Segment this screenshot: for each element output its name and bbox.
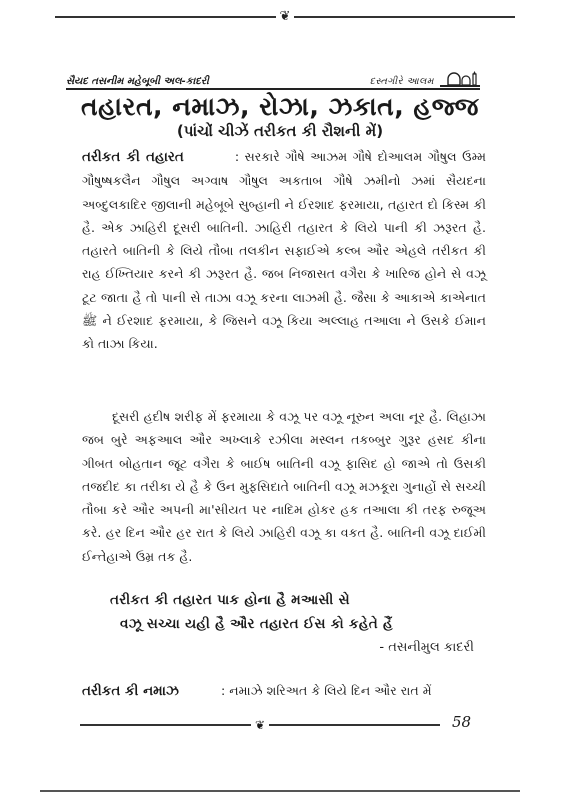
bottom-rule [40, 790, 520, 792]
ornament-line [269, 724, 440, 726]
flourish-icon: ❦ [254, 718, 266, 732]
paragraph-text: દૂસરી હદીષ શરીફ મેં ફરમાયા કે વઝૂ પર વઝૂ નૂરુન અલા નૂર હૈ. લિહાઝા જબ બુરે અફઆલ ઔર અખ્લાકે રઝીલા મસ્લન તકબ્બુર ગુરૂર હસદ કીના ગીબત બોહતાન જૂટ વગૈરા કે બાઈષ બાતિની વઝૂ ફાસિદ હો જાએ તો ઉસકી તજદીદ કા તરીકા યે હૈ કે ઉન મુફસિદાતે બાતિની વઝૂ મઝકૂરા ગુનાહોં સે સચ્ચી તૌબા કરે ઔર અપની મા'સીયત પર નાદિમ હોકર હક તઆલા કી તરફ રુજૂઅ કરે. હર દિન ઔર હર રાત કે લિયે ઝાહિરી વઝૂ કા વકત હૈ. બાતિની વઝૂ દાઈમી ઈન્તેહાએ ઉમ્ર તક હૈ. [82, 409, 486, 564]
chapter-title: તહારત, નમાઝ, રોઝા, ઝકાત, હજ્જ [81, 92, 479, 121]
paragraph-namaz [82, 683, 486, 699]
heading-colon: : [221, 683, 226, 698]
section-heading: તરીકત કી નમાઝ [82, 683, 179, 699]
chapter-subtitle: (પાંચોં ચીઝેં તરીકત કી રૌશની મેં) [176, 122, 384, 140]
paragraph-text: નમાઝે શરિઅત કે લિયે દિન ઔર રાત મેં [229, 683, 432, 698]
ornament-line [294, 16, 515, 18]
poetry-couplet [110, 588, 480, 636]
section-name: દસ્તગીરે આલમ [369, 76, 434, 87]
flourish-icon: ❦ [279, 9, 291, 24]
heading-colon: : [234, 149, 240, 164]
ornament-line [55, 16, 276, 18]
book-title: સૈયદ તસનીમ મહેબૂબી અલ-કાદરી [66, 76, 209, 87]
couplet-line-2: વઝૂ સચ્ચા યહી હૈ ઔર તહારત ઈસ કો કહેતે હૈં [120, 616, 393, 632]
poet-attribution: - તસનીમુલ કાદરી [379, 640, 474, 655]
bottom-ornament [80, 718, 440, 732]
paragraph-second-hadith [82, 405, 486, 568]
top-ornament [55, 10, 515, 24]
page-number: 58 [452, 713, 472, 731]
couplet-line-1: તરીકત કી તહારત પાક હોના હૈ મઆસી સે [110, 592, 350, 608]
header-right [370, 71, 480, 87]
mosque-icon [440, 71, 480, 87]
running-header [66, 70, 480, 90]
section-heading: તરીકત કી તહારત [82, 149, 184, 165]
ornament-line [80, 724, 251, 726]
paragraph-tahārat [82, 145, 486, 356]
paragraph-text: સરકારે ગૌષે આઝમ ગૌષે દોઆલમ ગૌષુલ ઉમ્મ ગૌષુષ્ષકલૈન ગૌષુલ અગ્વાષ ગૌષુલ અકતાબ ગૌષે ઝમીનો ઝમાં સૈયદના અબ્દુલકાદિર જીલાની મહેબૂબે સુબ્હાની ને ઈરશાદ ફરમાયા, તહારત દો કિસ્મ કી હૈ. એક ઝાહિરી દૂસરી બાતિની. ઝાહિરી તહારત કે લિયે પાની કી ઝરૂરત હૈ. તહારતે બાતિની કે લિયે તૌબા તલકીન સફાઈએ કલ્બ ઔર એહલે તરીકત કી રાહ ઈખ્તિયાર કરને કી ઝરૂરત હૈ. જબ નિજાસત વગૈરા કે ખારિજ હોને સે વઝૂ ટૂટ જાતા હૈ તો પાની સે તાઝા વઝૂ કરના લાઝમી હૈ. જૈસા કે આકાએ કાએનાત ﷺ ને ઈરશાદ ફરમાયા, કે જિસને વઝૂ કિયા અલ્લાહ તઆલા ને ઉસકે ઈમાન કો તાઝા કિયા. [82, 149, 487, 352]
